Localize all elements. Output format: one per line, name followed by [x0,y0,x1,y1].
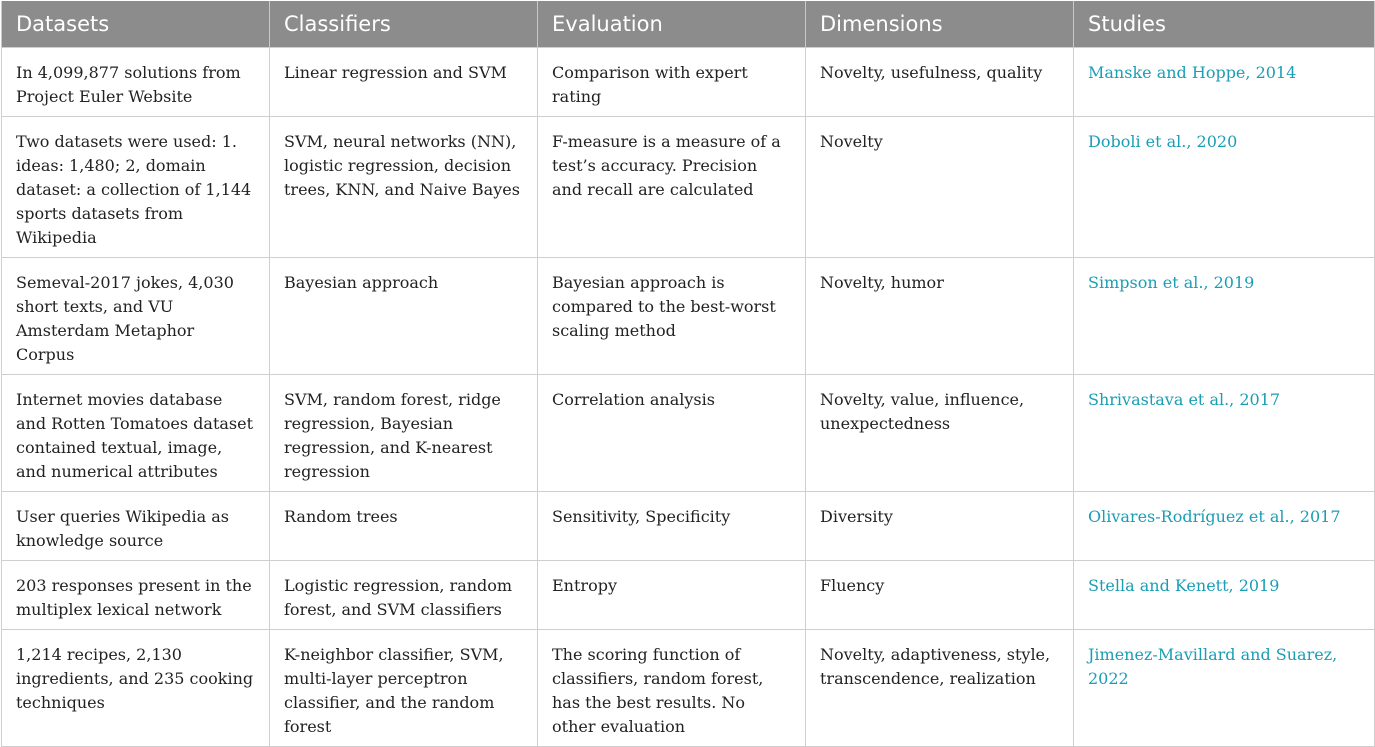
table-row [2,375,1375,492]
study-link[interactable]: Jimenez-Mavillard and Suarez, 2022 [1074,630,1375,747]
classifier-cell: Random trees [270,492,538,561]
evaluation-cell: F-measure is a measure of a test’s accuracy. Precision and recall are calculated [538,117,806,258]
study-link[interactable]: Manske and Hoppe, 2014 [1074,48,1375,117]
evaluation-cell: Correlation analysis [538,375,806,492]
study-link[interactable]: Shrivastava et al., 2017 [1074,375,1375,492]
dimension-cell: Novelty, value, influence, unexpectedness [806,375,1074,492]
header-classifiers: Classifiers [270,1,538,48]
table-row [2,117,1375,258]
dataset-cell: 203 responses present in the multiplex lexical network [2,561,270,630]
classifier-cell: SVM, random forest, ridge regression, Bayesian regression, and K-nearest regression [270,375,538,492]
header-row [2,1,1375,48]
dataset-cell: In 4,099,877 solutions from Project Euler Website [2,48,270,117]
header-dimensions: Dimensions [806,1,1074,48]
table-row [2,492,1375,561]
study-link[interactable]: Olivares-Rodríguez et al., 2017 [1074,492,1375,561]
dataset-cell: 1,214 recipes, 2,130 ingredients, and 235 cooking techniques [2,630,270,747]
dataset-cell: User queries Wikipedia as knowledge source [2,492,270,561]
dimension-cell: Novelty, humor [806,258,1074,375]
classifier-cell: Linear regression and SVM [270,48,538,117]
evaluation-cell: The scoring function of classifiers, random forest, has the best results. No other evaluation [538,630,806,747]
header-studies: Studies [1074,1,1375,48]
table-row [2,561,1375,630]
dataset-cell: Semeval-2017 jokes, 4,030 short texts, and VU Amsterdam Metaphor Corpus [2,258,270,375]
dimension-cell: Novelty, usefulness, quality [806,48,1074,117]
classifier-cell: K-neighbor classifier, SVM, multi-layer perceptron classifier, and the random forest [270,630,538,747]
evaluation-cell: Sensitivity, Specificity [538,492,806,561]
studies-table [1,1,1375,747]
classifier-cell: Bayesian approach [270,258,538,375]
header-evaluation: Evaluation [538,1,806,48]
table-row [2,258,1375,375]
dimension-cell: Diversity [806,492,1074,561]
classifier-cell: Logistic regression, random forest, and SVM classifiers [270,561,538,630]
study-link[interactable]: Simpson et al., 2019 [1074,258,1375,375]
dataset-cell: Two datasets were used: 1. ideas: 1,480; 2, domain dataset: a collection of 1,144 sports datasets from Wikipedia [2,117,270,258]
header-datasets: Datasets [2,1,270,48]
dimension-cell: Novelty [806,117,1074,258]
table-row [2,48,1375,117]
dataset-cell: Internet movies database and Rotten Tomatoes dataset contained textual, image, and numerical attributes [2,375,270,492]
evaluation-cell: Bayesian approach is compared to the best-worst scaling method [538,258,806,375]
dimension-cell: Fluency [806,561,1074,630]
dimension-cell: Novelty, adaptiveness, style, transcendence, realization [806,630,1074,747]
evaluation-cell: Comparison with expert rating [538,48,806,117]
table-row [2,630,1375,747]
evaluation-cell: Entropy [538,561,806,630]
study-link[interactable]: Doboli et al., 2020 [1074,117,1375,258]
classifier-cell: SVM, neural networks (NN), logistic regression, decision trees, KNN, and Naive Bayes [270,117,538,258]
study-link[interactable]: Stella and Kenett, 2019 [1074,561,1375,630]
